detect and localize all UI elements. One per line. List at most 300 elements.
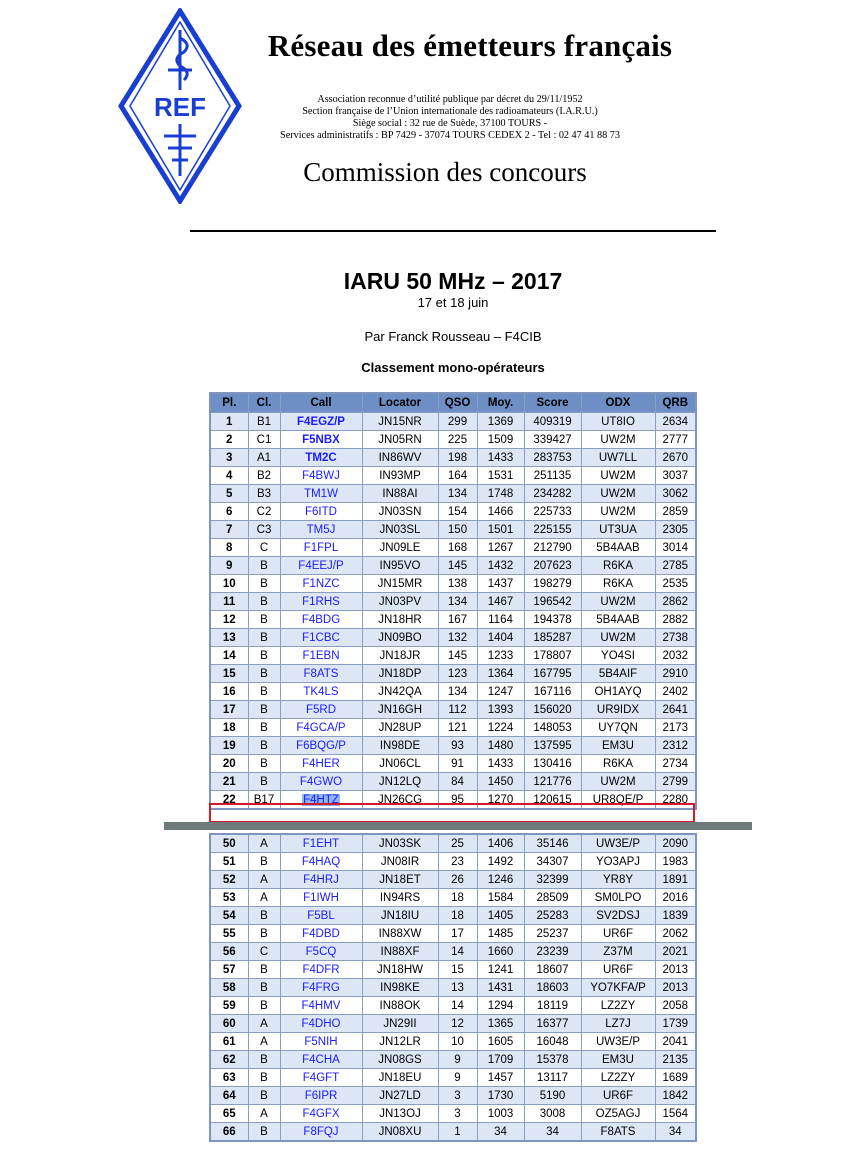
cell-place: 13	[210, 629, 248, 647]
cell-qso: 95	[438, 791, 477, 810]
cell-place: 7	[210, 521, 248, 539]
cell-class: B	[248, 961, 280, 979]
table-row	[210, 629, 696, 647]
cell-locator: JN12LQ	[362, 773, 438, 791]
cell-qrb: 2641	[655, 701, 696, 719]
cell-score: 178807	[524, 647, 581, 665]
cell-average: 1457	[477, 1069, 524, 1087]
cell-locator: JN18ET	[362, 871, 438, 889]
table-row	[210, 979, 696, 997]
cell-locator: JN18JR	[362, 647, 438, 665]
cell-callsign: F4DHO	[280, 1015, 362, 1033]
table-row	[210, 701, 696, 719]
cell-locator: JN09LE	[362, 539, 438, 557]
table-row	[210, 871, 696, 889]
cell-odx: EM3U	[581, 737, 655, 755]
table-row	[210, 889, 696, 907]
cell-qso: 91	[438, 755, 477, 773]
cell-qrb: 2135	[655, 1051, 696, 1069]
cell-place: 55	[210, 925, 248, 943]
cell-qso: 198	[438, 449, 477, 467]
cell-score: 28509	[524, 889, 581, 907]
cell-locator: JN18IU	[362, 907, 438, 925]
cell-score: 18607	[524, 961, 581, 979]
table-row	[210, 467, 696, 485]
cell-callsign: F4HAQ	[280, 853, 362, 871]
cell-class: B	[248, 719, 280, 737]
cell-qrb: 1842	[655, 1087, 696, 1105]
commission-title: Commission des concours	[303, 157, 587, 187]
cell-class: B	[248, 1051, 280, 1069]
cell-locator: JN03SK	[362, 834, 438, 853]
cell-qrb: 2013	[655, 979, 696, 997]
cell-locator: JN09BO	[362, 629, 438, 647]
cell-average: 1485	[477, 925, 524, 943]
cell-place: 8	[210, 539, 248, 557]
cell-qso: 138	[438, 575, 477, 593]
table-row	[210, 647, 696, 665]
cell-qrb: 2799	[655, 773, 696, 791]
cell-average: 1233	[477, 647, 524, 665]
cell-score: 34307	[524, 853, 581, 871]
cell-average: 1247	[477, 683, 524, 701]
cell-locator: JN29II	[362, 1015, 438, 1033]
cell-score: 198279	[524, 575, 581, 593]
cell-place: 2	[210, 431, 248, 449]
cell-average: 1450	[477, 773, 524, 791]
cell-locator: IN93MP	[362, 467, 438, 485]
cell-odx: LZ7J	[581, 1015, 655, 1033]
cell-average: 1246	[477, 871, 524, 889]
cell-odx: UW2M	[581, 773, 655, 791]
cell-callsign: F1IWH	[280, 889, 362, 907]
cell-locator: JN08GS	[362, 1051, 438, 1069]
cell-odx: UW2M	[581, 593, 655, 611]
cell-qrb: 3014	[655, 539, 696, 557]
cell-qrb: 2016	[655, 889, 696, 907]
cell-score: 35146	[524, 834, 581, 853]
cell-callsign: F4GWO	[280, 773, 362, 791]
cell-place: 12	[210, 611, 248, 629]
cell-class: B	[248, 683, 280, 701]
cell-score: 283753	[524, 449, 581, 467]
cell-locator: JN18DP	[362, 665, 438, 683]
cell-score: 25237	[524, 925, 581, 943]
cell-locator: IN88XW	[362, 925, 438, 943]
cell-class: A1	[248, 449, 280, 467]
org-info	[240, 94, 660, 142]
table-row	[210, 1015, 696, 1033]
cell-average: 1294	[477, 997, 524, 1015]
cell-average: 1404	[477, 629, 524, 647]
cell-locator: JN03SL	[362, 521, 438, 539]
cell-average: 1466	[477, 503, 524, 521]
cell-locator: IN88OK	[362, 997, 438, 1015]
cell-odx: UW2M	[581, 503, 655, 521]
cell-locator: JN03SN	[362, 503, 438, 521]
cell-class: A	[248, 889, 280, 907]
cell-class: C	[248, 943, 280, 961]
table-row	[210, 943, 696, 961]
cell-callsign: F4EGZ/P	[280, 413, 362, 431]
cell-odx: UR9IDX	[581, 701, 655, 719]
logo-text: REF	[154, 92, 206, 122]
cell-average: 1393	[477, 701, 524, 719]
cell-callsign: F4DBD	[280, 925, 362, 943]
cell-class: B1	[248, 413, 280, 431]
cell-qso: 17	[438, 925, 477, 943]
cell-odx: UW3E/P	[581, 1033, 655, 1051]
cell-locator: JN28UP	[362, 719, 438, 737]
cell-class: B	[248, 979, 280, 997]
table-row	[210, 1105, 696, 1123]
cell-qso: 154	[438, 503, 477, 521]
results-table-top	[209, 392, 697, 810]
cell-qrb: 1983	[655, 853, 696, 871]
cell-qrb: 2785	[655, 557, 696, 575]
cell-qrb: 2032	[655, 647, 696, 665]
cell-qrb: 2862	[655, 593, 696, 611]
cell-qso: 14	[438, 943, 477, 961]
cell-callsign: TM5J	[280, 521, 362, 539]
cell-locator: JN15NR	[362, 413, 438, 431]
table-row	[210, 755, 696, 773]
cell-score: 25283	[524, 907, 581, 925]
cell-callsign: F4DFR	[280, 961, 362, 979]
cell-place: 18	[210, 719, 248, 737]
cell-odx: LZ2ZY	[581, 1069, 655, 1087]
cell-qso: 123	[438, 665, 477, 683]
cell-class: B	[248, 1123, 280, 1142]
cell-score: 212790	[524, 539, 581, 557]
cell-callsign: F4BDG	[280, 611, 362, 629]
cell-average: 1432	[477, 557, 524, 575]
table-row	[210, 539, 696, 557]
cell-odx: R6KA	[581, 575, 655, 593]
cell-locator: JN08IR	[362, 853, 438, 871]
cell-average: 1605	[477, 1033, 524, 1051]
ref-logo	[118, 8, 242, 204]
cell-odx: UR6F	[581, 961, 655, 979]
cell-odx: UW2M	[581, 629, 655, 647]
cell-callsign: F6ITD	[280, 503, 362, 521]
org-line: Section française de l’Union internationale des radioamateurs (I.A.R.U.)	[302, 106, 598, 117]
cell-odx: OH1AYQ	[581, 683, 655, 701]
cell-place: 3	[210, 449, 248, 467]
cell-qrb: 2013	[655, 961, 696, 979]
cell-score: 148053	[524, 719, 581, 737]
cell-qrb: 3062	[655, 485, 696, 503]
cell-score: 156020	[524, 701, 581, 719]
cell-average: 1748	[477, 485, 524, 503]
cell-class: A	[248, 834, 280, 853]
cell-place: 21	[210, 773, 248, 791]
table-row	[210, 1069, 696, 1087]
cell-callsign: TM1W	[280, 485, 362, 503]
cell-place: 17	[210, 701, 248, 719]
cell-class: B	[248, 907, 280, 925]
cell-qrb: 2882	[655, 611, 696, 629]
cell-odx: SV2DSJ	[581, 907, 655, 925]
cell-class: B	[248, 575, 280, 593]
cell-class: C2	[248, 503, 280, 521]
cell-callsign: TK4LS	[280, 683, 362, 701]
cell-qso: 121	[438, 719, 477, 737]
cell-qrb: 2090	[655, 834, 696, 853]
cell-average: 1003	[477, 1105, 524, 1123]
cell-odx: LZ2ZY	[581, 997, 655, 1015]
cell-score: 16048	[524, 1033, 581, 1051]
cell-place: 62	[210, 1051, 248, 1069]
cell-locator: JN18EU	[362, 1069, 438, 1087]
cell-average: 1164	[477, 611, 524, 629]
cell-class: A	[248, 871, 280, 889]
cell-qso: 164	[438, 467, 477, 485]
cell-locator: JN03PV	[362, 593, 438, 611]
cell-place: 20	[210, 755, 248, 773]
cell-qrb: 2634	[655, 413, 696, 431]
cell-odx: YO4SI	[581, 647, 655, 665]
cell-locator: JN06CL	[362, 755, 438, 773]
cell-score: 339427	[524, 431, 581, 449]
cell-callsign: F5RD	[280, 701, 362, 719]
cell-place: 14	[210, 647, 248, 665]
cell-class: C1	[248, 431, 280, 449]
cell-score: 121776	[524, 773, 581, 791]
cell-callsign: F4GFT	[280, 1069, 362, 1087]
cell-qso: 84	[438, 773, 477, 791]
cell-qrb: 2734	[655, 755, 696, 773]
cell-place: 50	[210, 834, 248, 853]
cell-place: 11	[210, 593, 248, 611]
column-header: Score	[524, 393, 581, 413]
table-row	[210, 1051, 696, 1069]
cell-class: B	[248, 701, 280, 719]
cell-qso: 132	[438, 629, 477, 647]
table-row	[210, 557, 696, 575]
cell-class: B	[248, 1069, 280, 1087]
cell-average: 1730	[477, 1087, 524, 1105]
cell-average: 1270	[477, 791, 524, 810]
cell-average: 1509	[477, 431, 524, 449]
cell-locator: IN88XF	[362, 943, 438, 961]
cell-callsign: F5BL	[280, 907, 362, 925]
cell-callsign: F4HRJ	[280, 871, 362, 889]
ranking-title: Classement mono-opérateurs	[361, 360, 545, 375]
cell-score: 409319	[524, 413, 581, 431]
cell-odx: UW7LL	[581, 449, 655, 467]
cell-score: 23239	[524, 943, 581, 961]
cell-locator: JN42QA	[362, 683, 438, 701]
cell-callsign: TM2C	[280, 449, 362, 467]
cell-odx: OZ5AGJ	[581, 1105, 655, 1123]
cell-callsign: F4CHA	[280, 1051, 362, 1069]
cell-place: 22	[210, 791, 248, 810]
table-row	[210, 853, 696, 871]
cell-place: 16	[210, 683, 248, 701]
column-header: Moy.	[477, 393, 524, 413]
cell-qso: 134	[438, 683, 477, 701]
cell-qso: 13	[438, 979, 477, 997]
table-row	[210, 413, 696, 431]
table-gap-divider	[164, 822, 752, 830]
org-title: Réseau des émetteurs français	[267, 28, 673, 63]
cell-qso: 168	[438, 539, 477, 557]
table-row	[210, 575, 696, 593]
cell-odx: EM3U	[581, 1051, 655, 1069]
cell-average: 1501	[477, 521, 524, 539]
cell-place: 66	[210, 1123, 248, 1142]
cell-odx: UW2M	[581, 485, 655, 503]
cell-callsign: F4GCA/P	[280, 719, 362, 737]
cell-callsign: F4EEJ/P	[280, 557, 362, 575]
cell-score: 16377	[524, 1015, 581, 1033]
cell-odx: F8ATS	[581, 1123, 655, 1142]
cell-score: 196542	[524, 593, 581, 611]
cell-qrb: 2535	[655, 575, 696, 593]
table-row	[210, 961, 696, 979]
cell-locator: JN15MR	[362, 575, 438, 593]
cell-place: 59	[210, 997, 248, 1015]
cell-locator: JN18HR	[362, 611, 438, 629]
cell-qrb: 2041	[655, 1033, 696, 1051]
cell-qso: 14	[438, 997, 477, 1015]
table-row	[210, 791, 696, 810]
column-header: Cl.	[248, 393, 280, 413]
cell-qso: 9	[438, 1051, 477, 1069]
cell-odx: UW2M	[581, 467, 655, 485]
cell-score: 5190	[524, 1087, 581, 1105]
cell-class: B	[248, 773, 280, 791]
table-row	[210, 1123, 696, 1142]
cell-average: 1480	[477, 737, 524, 755]
cell-class: B	[248, 737, 280, 755]
cell-place: 15	[210, 665, 248, 683]
header-divider	[190, 230, 716, 232]
table-row	[210, 773, 696, 791]
column-header: QRB	[655, 393, 696, 413]
cell-qrb: 2058	[655, 997, 696, 1015]
cell-locator: JN08XU	[362, 1123, 438, 1142]
cell-average: 1406	[477, 834, 524, 853]
cell-class: C	[248, 539, 280, 557]
cell-callsign: F5NBX	[280, 431, 362, 449]
cell-average: 1433	[477, 755, 524, 773]
cell-place: 64	[210, 1087, 248, 1105]
cell-locator: JN26CG	[362, 791, 438, 810]
cell-score: 15378	[524, 1051, 581, 1069]
column-header: Locator	[362, 393, 438, 413]
cell-qrb: 2173	[655, 719, 696, 737]
cell-qso: 25	[438, 834, 477, 853]
cell-odx: UR6F	[581, 925, 655, 943]
cell-average: 1437	[477, 575, 524, 593]
cell-odx: UY7QN	[581, 719, 655, 737]
cell-qso: 299	[438, 413, 477, 431]
table-row	[210, 683, 696, 701]
column-header: ODX	[581, 393, 655, 413]
cell-odx: UW2M	[581, 431, 655, 449]
cell-odx: Z37M	[581, 943, 655, 961]
cell-callsign: F1EHT	[280, 834, 362, 853]
cell-locator: JN16GH	[362, 701, 438, 719]
cell-place: 63	[210, 1069, 248, 1087]
table-row	[210, 907, 696, 925]
cell-qrb: 1891	[655, 871, 696, 889]
cell-average: 1467	[477, 593, 524, 611]
table-row	[210, 925, 696, 943]
cell-qrb: 1739	[655, 1015, 696, 1033]
cell-callsign: F4GFX	[280, 1105, 362, 1123]
cell-score: 120615	[524, 791, 581, 810]
cell-average: 1224	[477, 719, 524, 737]
table-row	[210, 737, 696, 755]
cell-qso: 112	[438, 701, 477, 719]
table-row	[210, 1087, 696, 1105]
cell-score: 137595	[524, 737, 581, 755]
cell-average: 1531	[477, 467, 524, 485]
author-line: Par Franck Rousseau – F4CIB	[364, 329, 542, 344]
cell-place: 51	[210, 853, 248, 871]
cell-odx: YR8Y	[581, 871, 655, 889]
cell-locator: IN94RS	[362, 889, 438, 907]
cell-class: A	[248, 1033, 280, 1051]
cell-score: 185287	[524, 629, 581, 647]
cell-callsign: F1NZC	[280, 575, 362, 593]
cell-odx: UT8IO	[581, 413, 655, 431]
cell-callsign: F1FPL	[280, 539, 362, 557]
cell-qrb: 2859	[655, 503, 696, 521]
cell-class: B17	[248, 791, 280, 810]
table-row	[210, 834, 696, 853]
cell-callsign: F1EBN	[280, 647, 362, 665]
cell-class: B	[248, 925, 280, 943]
contest-dates: 17 et 18 juin	[417, 295, 489, 310]
cell-place: 58	[210, 979, 248, 997]
cell-score: 167795	[524, 665, 581, 683]
cell-average: 1369	[477, 413, 524, 431]
cell-odx: YO3APJ	[581, 853, 655, 871]
table-row	[210, 665, 696, 683]
cell-callsign: F1RHS	[280, 593, 362, 611]
cell-class: B	[248, 629, 280, 647]
cell-qso: 10	[438, 1033, 477, 1051]
cell-place: 52	[210, 871, 248, 889]
cell-place: 61	[210, 1033, 248, 1051]
cell-class: C3	[248, 521, 280, 539]
cell-score: 34	[524, 1123, 581, 1142]
cell-locator: JN13OJ	[362, 1105, 438, 1123]
cell-class: B	[248, 611, 280, 629]
cell-score: 130416	[524, 755, 581, 773]
cell-class: B	[248, 557, 280, 575]
cell-qrb: 3037	[655, 467, 696, 485]
cell-locator: IN95VO	[362, 557, 438, 575]
cell-odx: UR6F	[581, 1087, 655, 1105]
column-header: Call	[280, 393, 362, 413]
cell-callsign: F4HMV	[280, 997, 362, 1015]
cell-place: 6	[210, 503, 248, 521]
cell-odx: R6KA	[581, 557, 655, 575]
cell-place: 4	[210, 467, 248, 485]
cell-score: 32399	[524, 871, 581, 889]
cell-score: 251135	[524, 467, 581, 485]
cell-qrb: 2910	[655, 665, 696, 683]
cell-locator: JN18HW	[362, 961, 438, 979]
cell-callsign: F4BWJ	[280, 467, 362, 485]
cell-qso: 18	[438, 889, 477, 907]
cell-odx: SM0LPO	[581, 889, 655, 907]
